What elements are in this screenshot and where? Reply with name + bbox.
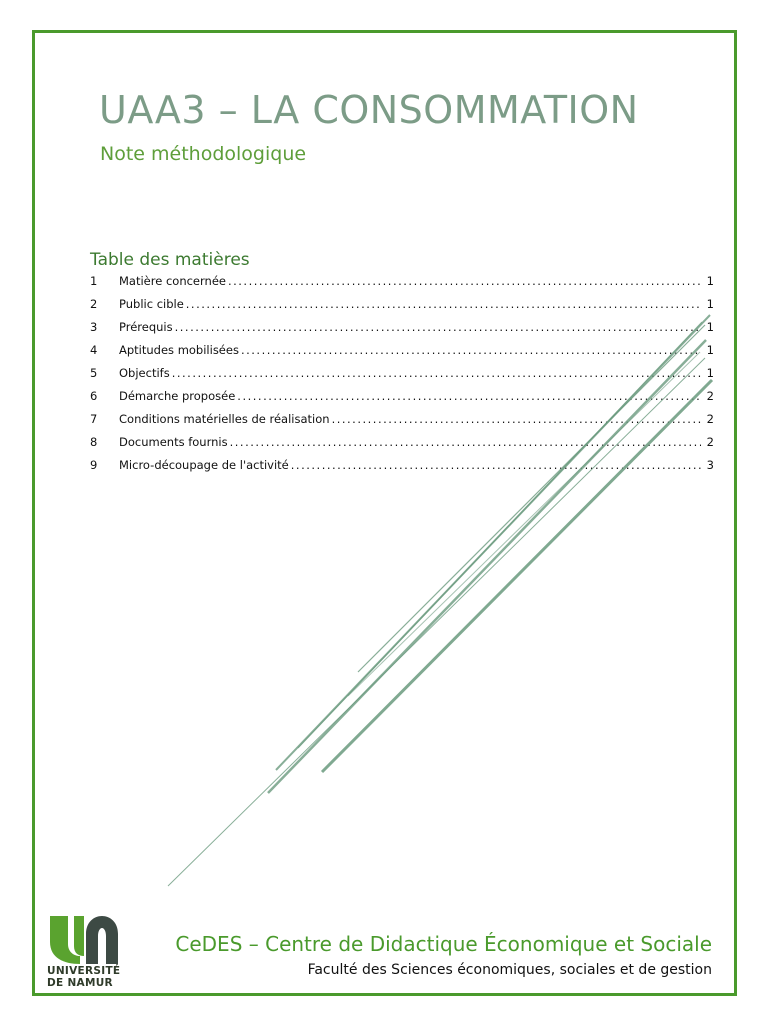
university-name-line2: DE NAMUR — [47, 977, 113, 989]
toc-entry-number: 7 — [90, 412, 98, 426]
toc-entry-page: 2 — [706, 412, 714, 426]
toc-entry-page: 1 — [706, 320, 714, 334]
toc-entry-page: 2 — [706, 435, 714, 449]
toc-entry-title: Matière concernée — [119, 274, 226, 288]
decor-line — [168, 358, 705, 886]
toc-entry-page: 2 — [706, 389, 714, 403]
toc-entry-number: 1 — [90, 274, 98, 288]
toc-entry-title: Aptitudes mobilisées — [119, 343, 239, 357]
toc-entry-number: 2 — [90, 297, 98, 311]
toc-entry-page: 1 — [706, 343, 714, 357]
toc-entry-page: 1 — [706, 274, 714, 288]
footer-faculty: Faculté des Sciences économiques, sociales et de gestion — [307, 962, 712, 978]
toc-entry-number: 6 — [90, 389, 98, 403]
decor-line — [268, 340, 706, 793]
toc-entry-title: Documents fournis — [119, 435, 228, 449]
toc-heading: Table des matières — [90, 250, 250, 270]
toc-entry-title: Micro-découpage de l'activité — [119, 458, 289, 472]
toc-entry-title: Prérequis — [119, 320, 173, 334]
toc-entry-number: 8 — [90, 435, 98, 449]
decor-line — [322, 380, 712, 772]
toc-entry-title: Conditions matérielles de réalisation — [119, 412, 330, 426]
toc-entry-number: 3 — [90, 320, 98, 334]
university-name-line1: UNIVERSITÉ — [47, 965, 121, 977]
toc-entry-title: Objectifs — [119, 366, 170, 380]
toc-entry-title: Public cible — [119, 297, 184, 311]
decor-line — [298, 322, 702, 748]
toc-entry-number: 4 — [90, 343, 98, 357]
document-title: UAA3 – LA CONSOMMATION — [99, 88, 639, 132]
toc-entry-number: 5 — [90, 366, 98, 380]
footer-org-title: CeDES – Centre de Didactique Économique et Sociale — [175, 932, 712, 956]
toc-entry-page: 1 — [706, 366, 714, 380]
toc-entry-number: 9 — [90, 458, 98, 472]
decor-line — [358, 325, 705, 672]
document-subtitle: Note méthodologique — [100, 143, 307, 165]
toc-entry-title: Démarche proposée — [119, 389, 236, 403]
decor-line — [348, 352, 700, 696]
toc-entry-page: 3 — [706, 458, 714, 472]
toc-entry-page: 1 — [706, 297, 714, 311]
